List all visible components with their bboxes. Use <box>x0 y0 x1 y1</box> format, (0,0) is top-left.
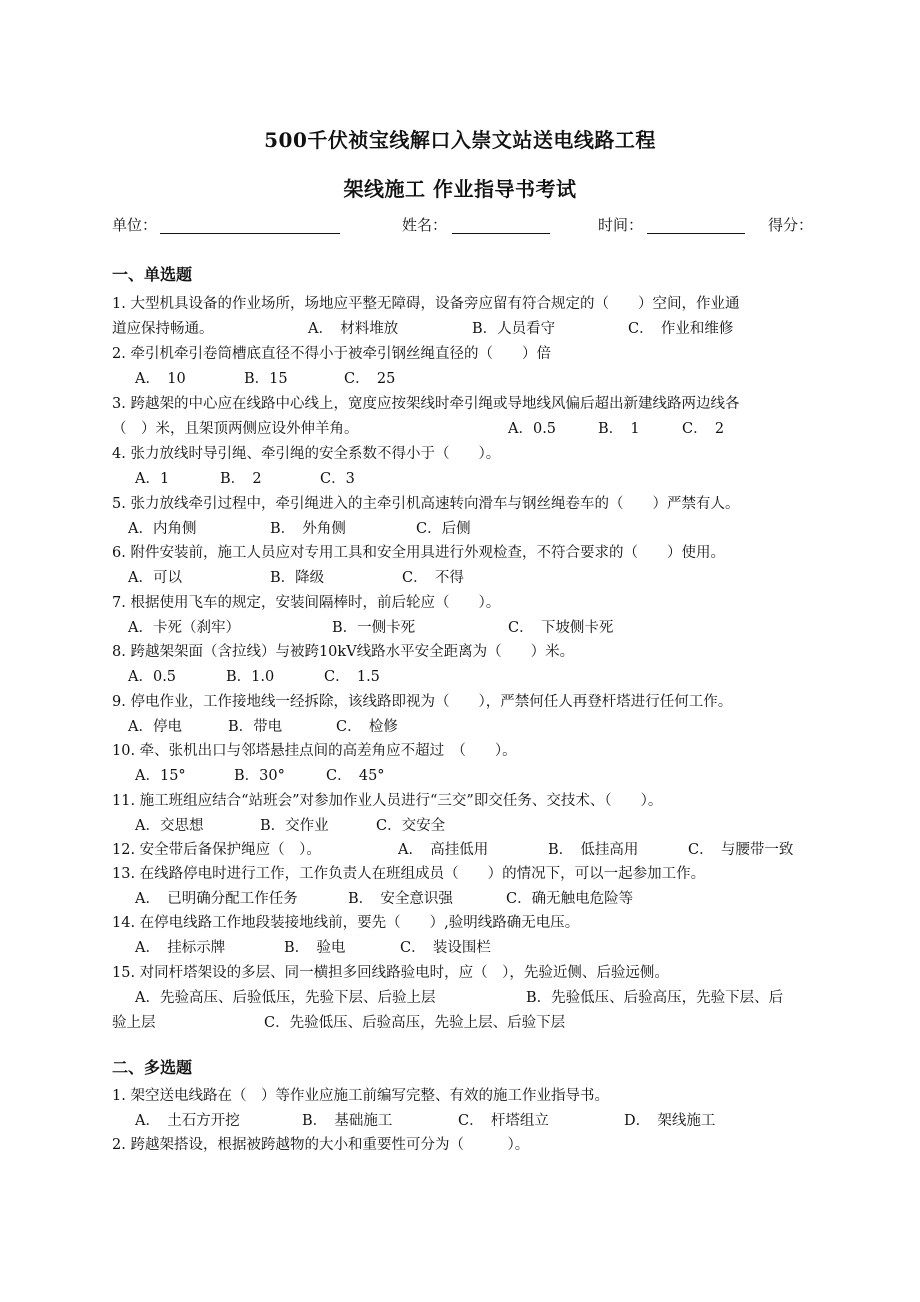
option-b: B． 低挂高用 <box>548 842 639 858</box>
option-c: C．后侧 <box>416 521 471 537</box>
option-c: C． 装设围栏 <box>400 940 491 956</box>
question-13 <box>112 864 705 884</box>
question-stem: 大型机具设备的作业场所，场地应平整无障碍，设备旁应留有符合规定的（ ）空间，作业通 <box>130 296 740 312</box>
option-b: B．30° <box>234 768 285 784</box>
question-stem: 在线路停电时进行工作，工作负责人在班组成员（ ）的情况下，可以一起参加工作。 <box>139 866 706 882</box>
option-a: A．交思想 <box>135 818 204 834</box>
option-c: C．先验低压、后验高压，先验上层、后验下层 <box>264 1015 566 1031</box>
option-a: A．停电 <box>128 719 182 735</box>
option-a: A．卡死（刹牢） <box>128 620 240 636</box>
question-number: 15. <box>112 965 136 981</box>
question-stem-cont: （ ）米，且架顶两侧应设外伸羊角。 <box>112 421 359 437</box>
question-number: 10. <box>112 743 136 759</box>
question-8 <box>112 642 574 662</box>
question-15 <box>112 963 669 983</box>
question-stem: 根据使用飞车的规定，安装间隔棒时，前后轮应（ ）。 <box>130 595 501 611</box>
unit-field[interactable] <box>160 233 340 234</box>
option-b: B． 安全意识强 <box>348 891 453 907</box>
multi-question-2 <box>112 1135 529 1155</box>
option-b: B．15 <box>244 371 288 387</box>
option-a: A． 土石方开挖 <box>135 1113 240 1129</box>
question-number: 4. <box>112 446 126 462</box>
question-stem: 停电作业，工作接地线一经拆除，该线路即视为（ ），严禁何任人再登杆塔进行任何工作。 <box>130 694 733 710</box>
option-b: B． 1 <box>598 421 640 437</box>
option-c: C． 与腰带一致 <box>688 842 794 858</box>
question-number: 2. <box>112 346 126 362</box>
option-a: A．15° <box>135 768 186 784</box>
option-c: C． 杆塔组立 <box>458 1113 549 1129</box>
question-stem: 牵、张机出口与邻塔悬挂点间的高差角应不超过 （ ）。 <box>139 743 517 759</box>
option-c: C． 25 <box>344 371 396 387</box>
question-number: 1. <box>112 1088 126 1104</box>
question-9 <box>112 692 732 712</box>
option-c: C．交安全 <box>376 818 446 834</box>
multi-question-1 <box>112 1086 609 1106</box>
question-4 <box>112 444 500 464</box>
name-label: 姓名： <box>402 216 448 234</box>
question-stem: 架空送电线路在（ ）等作业应施工前编写完整、有效的施工作业指导书。 <box>130 1088 609 1104</box>
question-stem: 跨越架的中心应在线路中心线上，宽度应按架线时牵引绳或导地线风偏后超出新建线路两边线各 <box>130 396 740 412</box>
question-stem-cont: 道应保持畅通。 <box>112 321 214 337</box>
question-number: 13. <box>112 866 136 882</box>
option-a: A．0.5 <box>508 421 557 437</box>
question-stem: 附件安装前，施工人员应对专用工具和安全用具进行外观检查，不符合要求的（ ）使用。 <box>130 545 725 561</box>
option-a: A． 高挂低用 <box>398 842 489 858</box>
question-number: 7. <box>112 595 126 611</box>
question-number: 5. <box>112 496 126 512</box>
question-14 <box>112 913 579 933</box>
option-b: B． 基础施工 <box>302 1113 393 1129</box>
section-heading-single: 一、单选题 <box>112 265 193 284</box>
question-stem: 张力放线时导引绳、牵引绳的安全系数不得小于（ ）。 <box>130 446 501 462</box>
page-subtitle: 架线施工 作业指导书考试 <box>343 177 577 201</box>
option-c: C． 下坡侧卡死 <box>508 620 614 636</box>
option-d: D． 架线施工 <box>624 1113 716 1129</box>
question-stem: 牵引机牵引卷筒槽底直径不得小于被牵引钢丝绳直径的（ ）倍 <box>130 346 551 362</box>
question-3 <box>112 394 739 414</box>
section-heading-multi: 二、多选题 <box>112 1058 193 1077</box>
option-b: B． 2 <box>220 471 262 487</box>
question-1 <box>112 294 739 314</box>
question-number: 8. <box>112 644 126 660</box>
question-stem: 跨越架架面（含拉线）与被跨10kV线路水平安全距离为（ ）米。 <box>130 644 575 660</box>
question-stem: 对同杆塔架设的多层、同一横担多回线路验电时，应（ ），先验近侧、后验远侧。 <box>139 965 669 981</box>
score-label: 得分： <box>768 216 814 234</box>
option-c: C．3 <box>320 471 355 487</box>
option-a: A．先验高压、后验低压，先验下层、后验上层 <box>135 990 436 1006</box>
question-stem: 施工班组应结合“站班会”对参加作业人员进行“三交”即交任务、交技术、（ ）。 <box>139 793 663 809</box>
question-12 <box>112 840 321 860</box>
question-number: 12. <box>112 842 136 858</box>
option-a: A． 材料堆放 <box>308 321 399 337</box>
option-a: A．1 <box>135 471 170 487</box>
option-c: C．确无触电危险等 <box>506 891 634 907</box>
question-number: 3. <box>112 396 126 412</box>
question-number: 9. <box>112 694 126 710</box>
option-b: B． 验电 <box>284 940 346 956</box>
option-c: C． 不得 <box>402 570 464 586</box>
option-b: B．降级 <box>270 570 325 586</box>
option-b: B．1.0 <box>226 669 275 685</box>
question-stem: 在停电线路工作地段装接地线前，要先（ ）,验明线路确无电压。 <box>139 915 580 931</box>
option-a: A． 已明确分配工作任务 <box>135 891 298 907</box>
option-b: B．交作业 <box>260 818 329 834</box>
unit-label: 单位： <box>112 216 158 234</box>
option-a: A．可以 <box>128 570 182 586</box>
question-10 <box>112 741 517 761</box>
option-b: B．先验低压、后验高压，先验下层、后 <box>526 990 784 1006</box>
question-2 <box>112 344 551 364</box>
question-6 <box>112 543 725 563</box>
option-a: A．内角侧 <box>128 521 197 537</box>
option-b: B． 外角侧 <box>270 521 346 537</box>
question-7 <box>112 593 500 613</box>
question-11 <box>112 791 662 811</box>
option-b: B．人员看守 <box>472 321 556 337</box>
time-field[interactable] <box>647 233 745 234</box>
question-number: 11. <box>112 793 136 809</box>
option-c: C． 1.5 <box>324 669 380 685</box>
question-stem: 安全带后备保护绳应（ ）。 <box>139 842 321 858</box>
option-b: B．一侧卡死 <box>332 620 416 636</box>
option-b-cont: 验上层 <box>112 1015 156 1031</box>
option-a: A． 10 <box>135 371 186 387</box>
page-title: 500千伏祯宝线解口入崇文站送电线路工程 <box>264 128 656 152</box>
question-stem: 张力放线牵引过程中，牵引绳进入的主牵引机高速转向滑车与钢丝绳卷车的（ ）严禁有人。 <box>130 496 740 512</box>
question-5 <box>112 494 739 514</box>
header-fields <box>112 214 812 238</box>
option-b: B．带电 <box>228 719 283 735</box>
option-a: A．0.5 <box>128 669 177 685</box>
option-c: C． 2 <box>682 421 725 437</box>
name-field[interactable] <box>452 233 550 234</box>
question-number: 1. <box>112 296 126 312</box>
question-number: 14. <box>112 915 136 931</box>
time-label: 时间： <box>598 216 644 234</box>
option-c: C． 检修 <box>336 719 398 735</box>
option-c: C． 作业和维修 <box>628 321 734 337</box>
option-c: C． 45° <box>326 768 385 784</box>
question-number: 6. <box>112 545 126 561</box>
question-number: 2. <box>112 1137 126 1153</box>
option-a: A． 挂标示牌 <box>135 940 226 956</box>
question-stem: 跨越架搭设，根据被跨越物的大小和重要性可分为（ ）。 <box>130 1137 530 1153</box>
